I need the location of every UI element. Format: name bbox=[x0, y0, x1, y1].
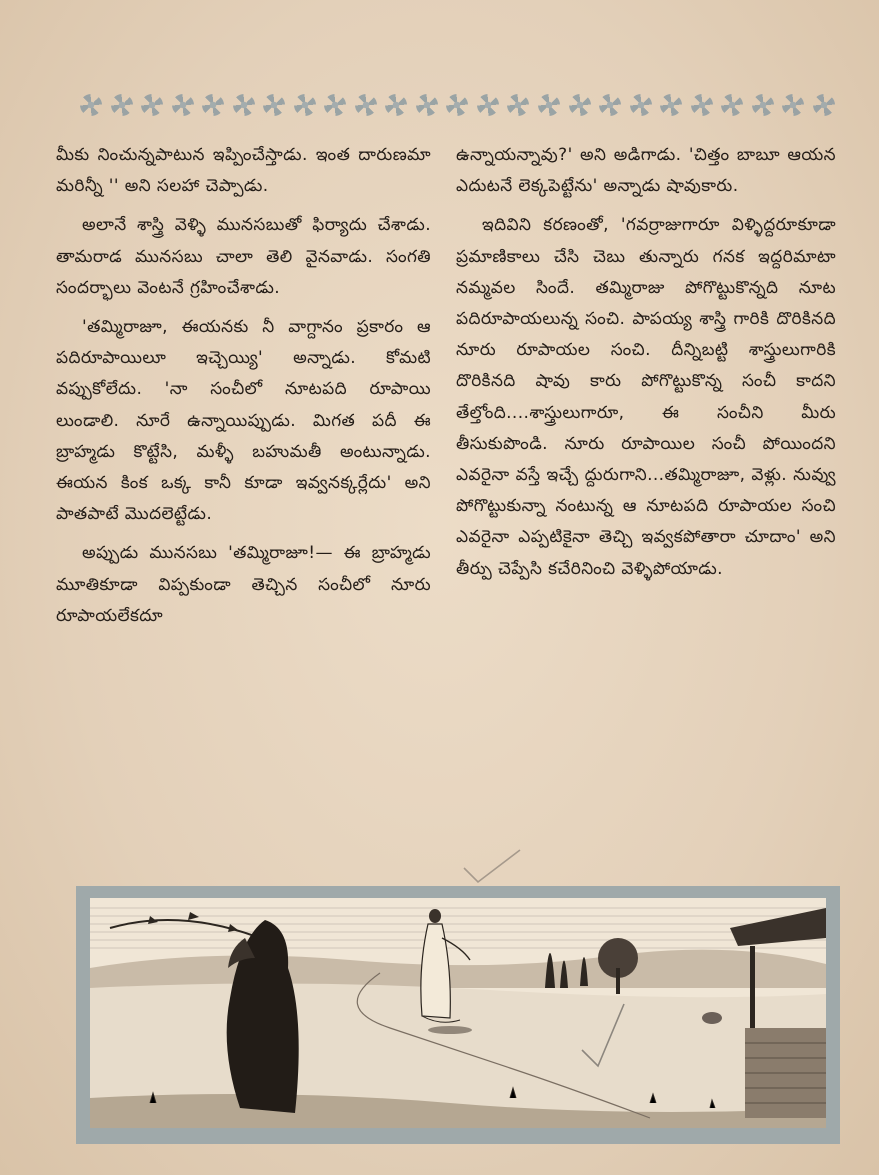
decorative-border bbox=[80, 92, 835, 118]
border-motif-icon bbox=[660, 94, 682, 116]
border-motif-icon bbox=[630, 94, 652, 116]
border-motif-icon bbox=[233, 94, 255, 116]
border-motif-icon bbox=[477, 94, 499, 116]
border-motif-icon bbox=[172, 94, 194, 116]
border-motif-icon bbox=[263, 94, 285, 116]
border-motif-icon bbox=[721, 94, 743, 116]
paragraph: అప్పుడు మునసబు 'తమ్మిరాజూ!— ఈ బ్రాహ్మడు మూతికూడా విప్పకుండా తెచ్చిన సంచీలో నూరు రూపాయలేకదూ bbox=[56, 543, 431, 626]
paragraph: అలానే శాస్త్రి వెళ్ళి మునసబుతో ఫిర్యాదు చేశాడు. తామరాడ మునసబు చాలా తెలి వైనవాడు. సంగతి సందర్భాలు వెంటనే గ్రహించేశాడు. bbox=[56, 215, 431, 298]
border-motif-icon bbox=[355, 94, 377, 116]
landscape-drawing bbox=[90, 898, 826, 1128]
border-motif-icon bbox=[569, 94, 591, 116]
border-motif-icon bbox=[599, 94, 621, 116]
border-motif-icon bbox=[141, 94, 163, 116]
border-motif-icon bbox=[446, 94, 468, 116]
pencil-checkmark-icon bbox=[462, 846, 522, 886]
border-motif-icon bbox=[507, 94, 529, 116]
paragraph: మీకు నించున్నపాటున ఇప్పించేస్తాడు. ఇంత దారుణమా మరిన్నీ '' అని సలహా చెప్పాడు. bbox=[56, 145, 431, 197]
border-motif-icon bbox=[691, 94, 713, 116]
text-column-right bbox=[456, 140, 836, 593]
border-motif-icon bbox=[294, 94, 316, 116]
border-motif-icon bbox=[752, 94, 774, 116]
paragraph: 'తమ్మిరాజూ, ఈయనకు నీ వాగ్దానం ప్రకారం ఆ పదిరూపాయిలూ ఇచ్చెయ్యి' అన్నాడు. కోమటి వప్పుకోలేదు. 'నా సంచీలో నూటపది రూపాయి లుండాలి. నూరే ఉన్నాయిప్పుడు. మిగత పదీ ఈ బ్రాహ్మడు కొట్టేసి, మళ్ళీ బహుమతీ అంటున్నాడు. ఈయన కింక ఒక్క కానీ కూడా ఇవ్వనక్కర్లేదు' అని పాతపాటే మొదలెట్టేడు. bbox=[56, 317, 431, 525]
border-motif-icon bbox=[416, 94, 438, 116]
story-illustration bbox=[76, 886, 840, 1144]
border-motif-icon bbox=[385, 94, 407, 116]
border-motif-icon bbox=[324, 94, 346, 116]
border-motif-icon bbox=[538, 94, 560, 116]
border-motif-icon bbox=[782, 94, 804, 116]
paragraph: ఉన్నాయన్నావు?' అని అడిగాడు. 'చిత్తం బాబూ ఆయన ఎదుటనే లెక్కపెట్టేను' అన్నాడు షావుకారు. bbox=[456, 145, 836, 197]
text-column-left bbox=[56, 140, 431, 640]
border-motif-icon bbox=[80, 94, 102, 116]
paragraph: ఇదివిని కరణంతో, 'గవర్రాజుగారూ విళ్ళిద్దరూకూడా ప్రమాణికాలు చేసి చెబు తున్నారు గనక ఇద్దరిమాటా నమ్మవల సిందే. తమ్మిరాజు పోగొట్టుకొన్నది నూట పదిరూపాయలున్న సంచి. పాపయ్య శాస్త్రి గారికి దొరికినది నూరు రూపాయల సంచి. దీన్నిబట్టి శాస్త్రులుగారికి దొరికినది షావు కారు పోగొట్టుకొన్న సంచీ కాదని తేల్తోంది....శాస్త్రులుగారూ, ఈ సంచీని మీరు తీసుకుపొండి. నూరు రూపాయిల సంచీ పోయిందని ఎవరైనా వస్తే ఇచ్చే ద్దురుగాని...తమ్మిరాజూ, వెళ్లు. నువ్వు పోగొట్టుకున్నా నంటున్న ఆ నూటపది రూపాయల సంచి ఎవరైనా ఎప్పటికైనా తెచ్చి ఇవ్వకపోతారా చూదాం' అని తీర్పు చెప్పేసి కచేరినించి వెళ్ళిపోయాడు. bbox=[456, 215, 836, 579]
border-motif-icon bbox=[202, 94, 224, 116]
border-motif-icon bbox=[813, 94, 835, 116]
border-motif-icon bbox=[111, 94, 133, 116]
